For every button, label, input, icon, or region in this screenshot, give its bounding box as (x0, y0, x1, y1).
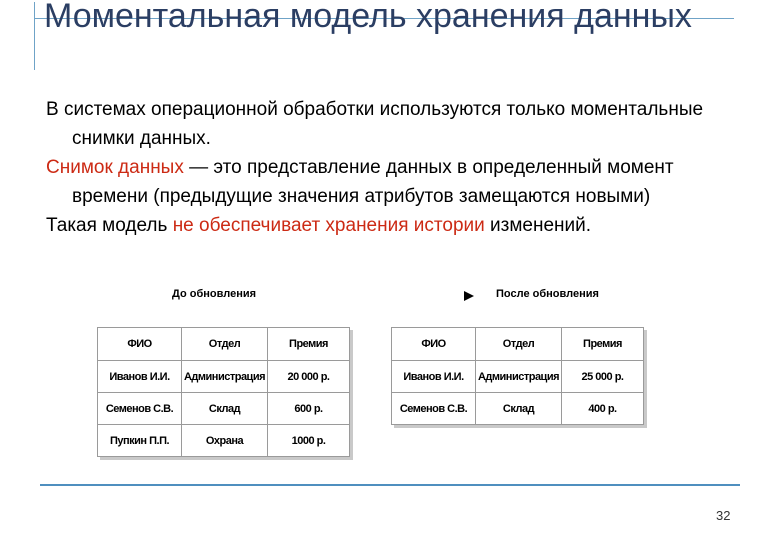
cell-bonus: 1000 р. (268, 425, 350, 457)
header-bonus: Премия (562, 328, 644, 361)
table-row (98, 425, 350, 457)
header-fio: ФИО (98, 328, 182, 361)
table-before-update (97, 327, 350, 457)
cell-fio: Пупкин П.П. (98, 425, 182, 457)
cell-department: Администрация (182, 361, 268, 393)
table-row (392, 361, 644, 393)
no-history-highlight: не обеспечивает хранения истории (172, 215, 485, 236)
table-row (98, 393, 350, 425)
cell-bonus: 600 р. (268, 393, 350, 425)
paragraph-operational-systems: В системах операционной обработки используются только моментальные снимки данных. (46, 99, 704, 149)
cell-department: Охрана (182, 425, 268, 457)
snapshot-definition-text: — это представление данных в определенный момент времени (предыдущие значения атрибутов замещаются новыми) (72, 157, 674, 207)
after-update-label: После обновления (496, 288, 599, 300)
no-history-text-end: изменений. (484, 215, 592, 236)
table-after-update (391, 327, 644, 425)
cell-fio: Семенов С.В. (392, 393, 476, 425)
paragraph-snapshot-definition (46, 153, 746, 211)
header-department: Отдел (476, 328, 562, 361)
header-bonus: Премия (268, 328, 350, 361)
cell-bonus: 400 р. (562, 393, 644, 425)
table-header-row (392, 328, 644, 361)
slide-title: Моментальная модель хранения данных (44, 0, 692, 35)
header-department: Отдел (182, 328, 268, 361)
table-row (392, 393, 644, 425)
snapshot-term: Снимок данных (46, 157, 184, 178)
footer-rule (40, 484, 740, 486)
cell-fio: Семенов С.В. (98, 393, 182, 425)
table-row (98, 361, 350, 393)
cell-department: Администрация (476, 361, 562, 393)
cell-department: Склад (476, 393, 562, 425)
no-history-text-start: Такая модель (46, 215, 173, 236)
table-header-row (98, 328, 350, 361)
page-number: 32 (716, 508, 731, 523)
cell-bonus: 20 000 р. (268, 361, 350, 393)
cell-fio: Иванов И.И. (392, 361, 476, 393)
slide-body (46, 95, 746, 240)
cell-department: Склад (182, 393, 268, 425)
update-arrow-icon (272, 288, 482, 304)
title-accent-vertical-line (34, 2, 35, 70)
paragraph-no-history (46, 211, 746, 240)
before-update-label: До обновления (172, 288, 257, 300)
cell-fio: Иванов И.И. (98, 361, 182, 393)
header-fio: ФИО (392, 328, 476, 361)
cell-bonus: 25 000 р. (562, 361, 644, 393)
